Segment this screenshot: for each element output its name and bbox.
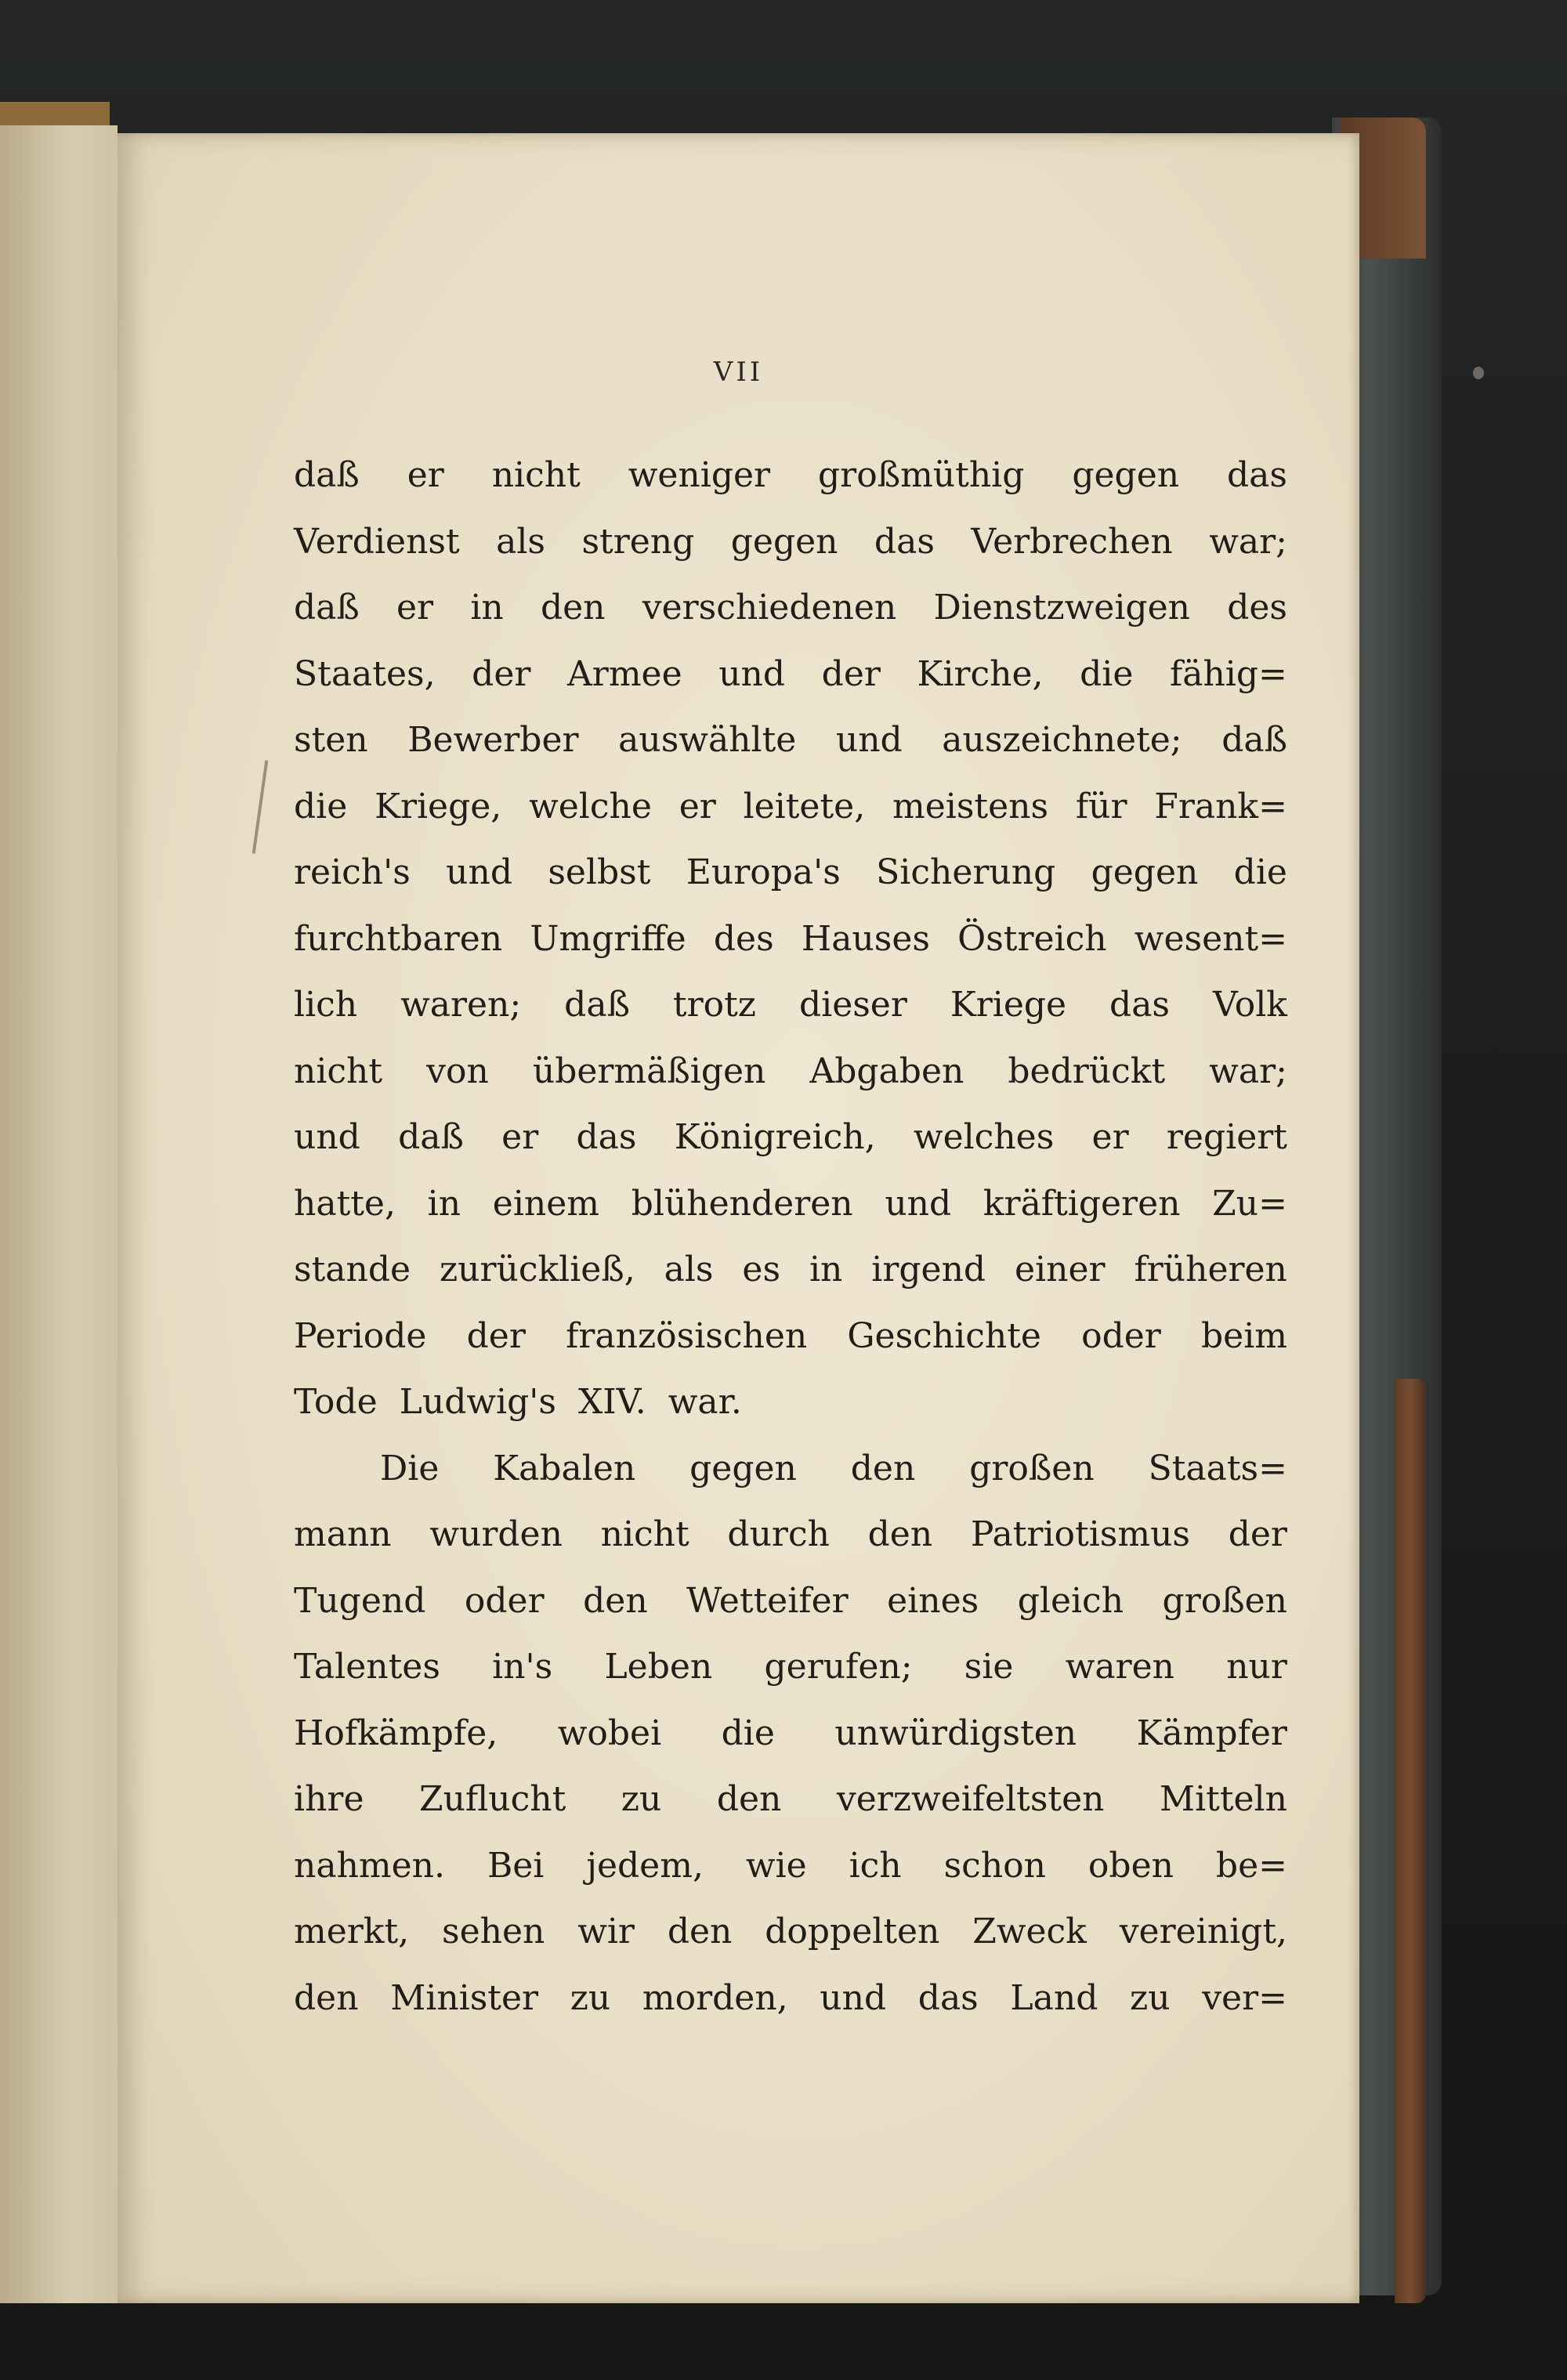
word: sehen (441, 1912, 545, 1951)
word: die (1080, 653, 1134, 694)
word: von (426, 1051, 489, 1091)
word: Bei (487, 1845, 545, 1886)
word: leitete, (743, 786, 866, 826)
word: Umgriffe (530, 918, 686, 959)
word: be= (1215, 1845, 1287, 1886)
word: als (664, 1250, 714, 1289)
word: Königreich, (674, 1117, 876, 1157)
word: blühenderen (631, 1183, 853, 1224)
word: Zweck (972, 1912, 1087, 1951)
word: in (809, 1250, 843, 1289)
word: Wetteifer (686, 1580, 849, 1621)
text-line (294, 1634, 1287, 1701)
word: und (885, 1183, 952, 1224)
word: Staats= (1148, 1448, 1287, 1488)
word: selbst (548, 852, 651, 892)
word: das (576, 1117, 637, 1157)
word: weniger (628, 455, 771, 495)
word: französischen (566, 1315, 808, 1356)
word: er (679, 786, 716, 826)
word: den (850, 1448, 916, 1488)
text-line (294, 1105, 1287, 1171)
word: und (446, 852, 512, 892)
text-line (294, 1568, 1287, 1635)
word: Sicherung (876, 852, 1056, 892)
word: Europa's (686, 852, 841, 892)
word: gerufen; (764, 1647, 913, 1687)
word: der (1228, 1514, 1287, 1554)
text-line (294, 1369, 1287, 1436)
word: Zu= (1212, 1183, 1287, 1224)
word: wesent= (1134, 918, 1287, 959)
book-page (118, 133, 1359, 2303)
word: Hofkämpfe, (294, 1713, 498, 1753)
word: mann (294, 1514, 392, 1554)
word: verschiedenen (642, 588, 897, 628)
word: das (1227, 455, 1287, 495)
word: Kriege (950, 985, 1067, 1025)
text-line (294, 1502, 1287, 1568)
word: großen (969, 1448, 1095, 1488)
word: Kabalen (493, 1448, 636, 1488)
word: furchtbaren (294, 918, 503, 959)
word: wie (745, 1845, 807, 1886)
word: Armee (567, 653, 682, 694)
word: verzweifeltsten (836, 1779, 1105, 1819)
word: streng (581, 521, 695, 562)
text-line (294, 509, 1287, 576)
word: gegen (1091, 852, 1199, 892)
word: wurden (429, 1514, 563, 1554)
word: Land (1010, 1977, 1098, 2018)
word: das (874, 521, 935, 562)
word: des (713, 918, 774, 959)
word: einer (1015, 1250, 1106, 1289)
word: Dienstzweigen (933, 588, 1190, 628)
word: bedrückt (1008, 1051, 1166, 1091)
word: daß (294, 455, 360, 495)
word: reich's (294, 852, 411, 892)
word: er (407, 455, 444, 495)
word: er (396, 588, 434, 628)
word: den (294, 1977, 359, 2018)
word: Bewerber (407, 720, 579, 760)
word: daß (564, 985, 630, 1025)
word: Kirche, (917, 653, 1044, 694)
word: die (721, 1713, 775, 1753)
word: XIV. (577, 1382, 646, 1422)
word: nur (1226, 1647, 1287, 1687)
word: großen (1162, 1580, 1287, 1621)
word: oben (1087, 1845, 1174, 1886)
word: sten (294, 720, 368, 760)
text-line (294, 840, 1287, 906)
word: gegen (689, 1448, 797, 1488)
word: der (472, 653, 531, 694)
text-line (294, 1701, 1287, 1767)
text-line (294, 1237, 1287, 1304)
word: trotz (672, 985, 756, 1025)
facing-page-edge (0, 125, 118, 2303)
word: in (470, 588, 504, 628)
word: wobei (557, 1713, 662, 1753)
word: daß (398, 1117, 464, 1157)
word: schon (943, 1845, 1046, 1886)
cover-leather-spine-edge (1395, 1379, 1426, 2303)
word: den (583, 1580, 648, 1621)
text-line (294, 1171, 1287, 1238)
word: und (294, 1117, 360, 1157)
word: irgend (871, 1250, 986, 1289)
word: Geschichte (847, 1315, 1041, 1356)
word: doppelten (765, 1912, 940, 1951)
page-number: VII (713, 356, 764, 388)
word: Verbrechen (971, 521, 1173, 562)
word: welche (529, 786, 652, 826)
word: durch (727, 1514, 830, 1554)
word: und (835, 720, 903, 760)
word: auswählte (618, 720, 797, 760)
word: des (1227, 588, 1287, 628)
word: als (496, 521, 546, 562)
word: Kriege, (375, 786, 502, 826)
word: Volk (1212, 985, 1287, 1025)
word: ihre (294, 1779, 364, 1819)
word: Talentes (294, 1647, 440, 1687)
word: auszeichnete; (942, 720, 1182, 760)
word: einem (492, 1183, 600, 1224)
word: regiert (1166, 1117, 1287, 1157)
word: den (716, 1779, 782, 1819)
text-line (294, 443, 1287, 509)
word: unwürdigsten (834, 1713, 1077, 1753)
word: war; (1209, 1051, 1287, 1091)
word: und (718, 653, 786, 694)
word: das (917, 1977, 979, 2018)
word: fähig= (1169, 653, 1287, 694)
word: nahmen. (294, 1845, 445, 1886)
text-line (294, 906, 1287, 973)
word: Zuflucht (419, 1779, 566, 1819)
word: es (742, 1250, 781, 1289)
word: dieser (798, 985, 907, 1025)
word: ver= (1202, 1977, 1287, 2018)
text-line (294, 1304, 1287, 1370)
cover-speck (1473, 367, 1484, 379)
word: der (466, 1315, 526, 1356)
word: stande (294, 1250, 411, 1289)
word: beim (1201, 1315, 1287, 1356)
word: merkt, (294, 1912, 410, 1951)
word: meistens (892, 786, 1049, 826)
text-line (294, 1039, 1287, 1105)
word: Patriotismus (970, 1514, 1191, 1554)
word: Staates, (294, 653, 436, 694)
word: er (1091, 1117, 1129, 1157)
word: zu (570, 1977, 611, 2018)
word: oder (464, 1580, 545, 1621)
word: daß (294, 588, 360, 628)
word: war. (668, 1382, 742, 1422)
word: jedem, (586, 1845, 704, 1886)
word: zurückließ, (439, 1250, 635, 1289)
text-line (294, 774, 1287, 841)
word: in's (492, 1647, 553, 1687)
word: welches (913, 1117, 1055, 1157)
text-line (294, 1767, 1287, 1833)
word: Östreich (957, 918, 1107, 959)
word: kräftigeren (983, 1183, 1181, 1224)
word: zu (621, 1779, 662, 1819)
word: Tode (294, 1382, 378, 1422)
body-text (294, 443, 1287, 2031)
word: den (667, 1912, 733, 1951)
word: zu (1130, 1977, 1171, 2018)
word: die (294, 786, 348, 826)
word: großmüthig (818, 455, 1025, 495)
word: Tugend (294, 1580, 426, 1621)
text-line (294, 642, 1287, 708)
word: waren; (400, 985, 522, 1025)
word: gleich (1017, 1580, 1124, 1621)
word: nicht (600, 1514, 689, 1554)
word: die (1233, 852, 1287, 892)
word: nicht (491, 455, 581, 495)
word: gegen (730, 521, 838, 562)
word: Periode (294, 1315, 427, 1356)
word: übermäßigen (532, 1051, 766, 1091)
text-line (294, 1436, 1287, 1503)
word: Minister (390, 1977, 539, 2018)
word: Abgaben (809, 1051, 964, 1091)
word: Mitteln (1160, 1779, 1287, 1819)
margin-pencil-mark (252, 760, 269, 853)
word: gegen (1072, 455, 1180, 495)
word: Verdienst (294, 521, 460, 562)
word: war; (1209, 521, 1287, 562)
word: oder (1081, 1315, 1161, 1356)
word: Kämpfer (1136, 1713, 1287, 1753)
word: Hauses (801, 918, 930, 959)
word: er (501, 1117, 539, 1157)
word: sie (964, 1647, 1014, 1687)
word: wir (577, 1912, 635, 1951)
text-line (294, 1899, 1287, 1966)
word: das (1109, 985, 1171, 1025)
word: ich (849, 1845, 902, 1886)
word: für (1075, 786, 1127, 826)
word: waren (1065, 1647, 1174, 1687)
word: früheren (1134, 1250, 1287, 1289)
text-line (294, 1966, 1287, 2032)
word: nicht (294, 1051, 383, 1091)
word: den (540, 588, 606, 628)
word: eines (887, 1580, 979, 1621)
word: daß (1221, 720, 1287, 760)
text-line (294, 575, 1287, 642)
word: morden, (642, 1977, 788, 2018)
word: Die (380, 1448, 440, 1488)
word: lich (294, 985, 358, 1025)
word: hatte, (294, 1183, 396, 1224)
word: vereinigt, (1119, 1912, 1287, 1951)
word: den (867, 1514, 933, 1554)
word: Frank= (1154, 786, 1287, 826)
text-line (294, 1833, 1287, 1900)
word: Leben (604, 1647, 713, 1687)
word: Ludwig's (399, 1382, 556, 1422)
word: in (427, 1183, 461, 1224)
text-line (294, 707, 1287, 774)
text-line (294, 972, 1287, 1039)
word: und (820, 1977, 887, 2018)
word: der (821, 653, 881, 694)
